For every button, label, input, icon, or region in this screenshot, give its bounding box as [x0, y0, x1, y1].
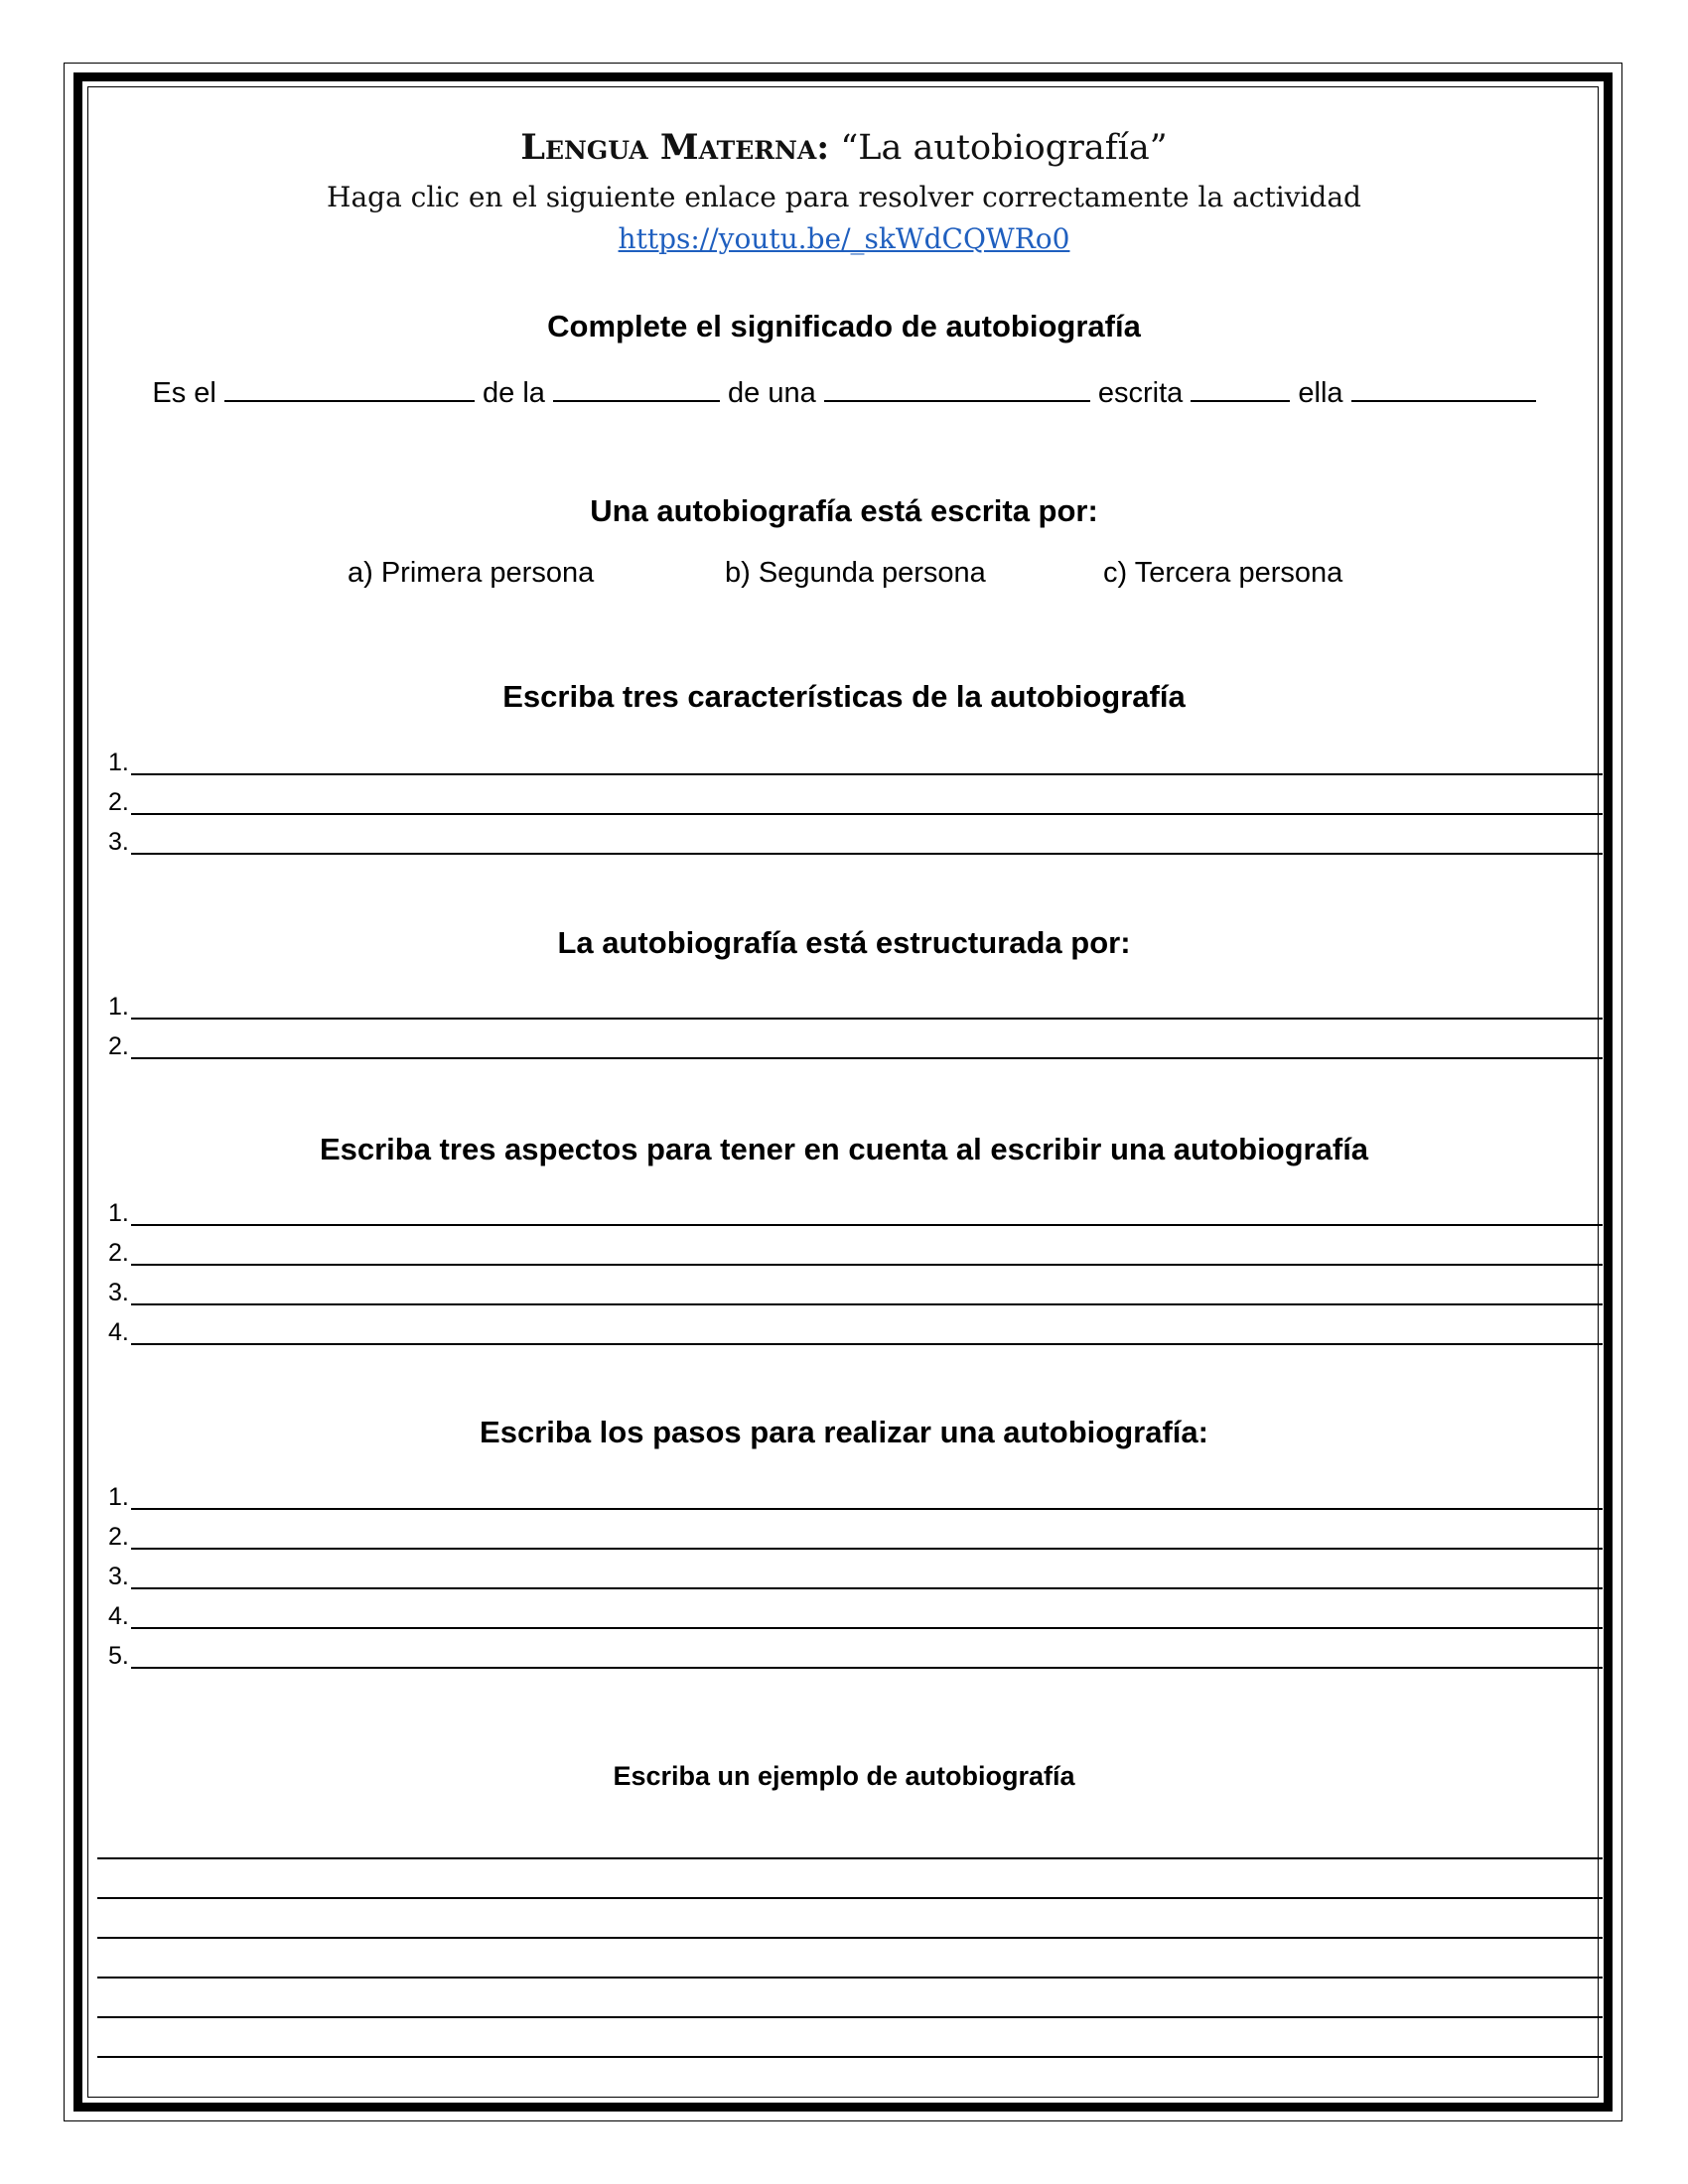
blank-field[interactable] — [1191, 372, 1290, 402]
answer-line[interactable] — [108, 1629, 1603, 1669]
definition-fill-line — [0, 372, 1688, 410]
section-title-definition: Complete el significado de autobiografía — [547, 309, 1141, 343]
answer-line[interactable] — [108, 1020, 1603, 1059]
section-title-example: Escriba un ejemplo de autobiografía — [613, 1761, 1075, 1791]
line-number: 2. — [108, 1523, 129, 1551]
page-title — [0, 127, 1688, 168]
line-number: 5. — [108, 1642, 129, 1670]
line-number: 4. — [108, 1318, 129, 1346]
option-a[interactable]: a) Primera persona — [348, 557, 595, 589]
answer-line[interactable] — [108, 775, 1603, 815]
writing-line[interactable] — [97, 1937, 1603, 1939]
section-title-steps: Escriba los pasos para realizar una autobiografía: — [480, 1415, 1208, 1449]
topic-title: “La autobiografía” — [840, 128, 1168, 168]
blank-field[interactable] — [824, 372, 1090, 402]
fill-word: de la — [483, 377, 545, 409]
subject-tag: Lengua Materna: — [520, 127, 830, 168]
line-number: 3. — [108, 1279, 129, 1306]
line-number: 2. — [108, 1239, 129, 1267]
line-number: 4. — [108, 1602, 129, 1630]
writing-line[interactable] — [97, 1897, 1603, 1899]
answer-line[interactable] — [108, 1226, 1603, 1266]
answer-line[interactable] — [108, 1470, 1603, 1510]
blank-field[interactable] — [224, 372, 475, 402]
answer-line[interactable] — [108, 1510, 1603, 1550]
writing-line[interactable] — [97, 2056, 1603, 2058]
section-title-aspects: Escriba tres aspectos para tener en cuenta al escribir una autobiografía — [319, 1132, 1369, 1166]
line-number: 3. — [108, 828, 129, 856]
line-number: 2. — [108, 788, 129, 816]
writing-line[interactable] — [97, 1857, 1603, 1859]
writing-line[interactable] — [97, 2016, 1603, 2018]
instruction-text: Haga clic en el siguiente enlace para resolver correctamente la actividad — [327, 181, 1361, 213]
fill-word: de una — [728, 377, 816, 409]
section-title-structure: La autobiografía está estructurada por: — [557, 925, 1131, 960]
answer-line[interactable] — [108, 1186, 1603, 1226]
line-number: 3. — [108, 1563, 129, 1590]
answer-line[interactable] — [108, 1305, 1603, 1345]
fill-word: ella — [1298, 377, 1343, 409]
answer-line[interactable] — [108, 980, 1603, 1020]
writing-line[interactable] — [97, 1977, 1603, 1979]
line-number: 2. — [108, 1032, 129, 1060]
blank-field[interactable] — [553, 372, 720, 402]
answer-line[interactable] — [108, 1589, 1603, 1629]
section-title-characteristics: Escriba tres características de la autobiografía — [502, 679, 1186, 714]
answer-line[interactable] — [108, 736, 1603, 775]
blank-field[interactable] — [1351, 372, 1536, 402]
fill-word: Es el — [152, 377, 216, 409]
answer-line[interactable] — [108, 1550, 1603, 1589]
answer-line[interactable] — [108, 1266, 1603, 1305]
option-b[interactable]: b) Segunda persona — [725, 557, 986, 589]
video-link-row — [0, 222, 1688, 255]
fill-word: escrita — [1097, 377, 1184, 409]
option-c[interactable]: c) Tercera persona — [1103, 557, 1343, 589]
line-number: 1. — [108, 749, 129, 776]
line-number: 1. — [108, 1483, 129, 1511]
line-number: 1. — [108, 993, 129, 1021]
line-number: 1. — [108, 1199, 129, 1227]
section-title-written-by: Una autobiografía está escrita por: — [590, 493, 1098, 528]
answer-line[interactable] — [108, 815, 1603, 855]
video-link[interactable]: https://youtu.be/_skWdCQWRo0 — [618, 222, 1070, 255]
